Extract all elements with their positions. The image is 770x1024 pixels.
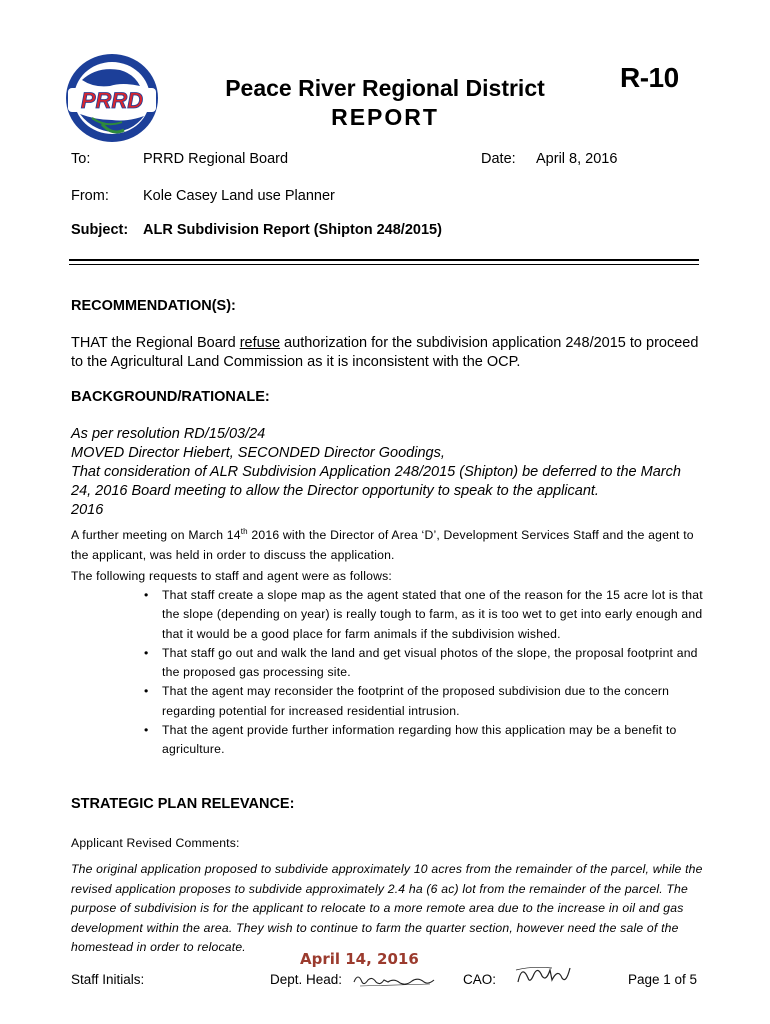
report-heading: REPORT (331, 104, 439, 130)
recommendation-text: THAT the Regional Board refuse authorization for the subdivision application 248/2015 to proceed to the Agricultural Land Commission as it is inconsistent with the OCP. (71, 335, 699, 370)
prrd-logo (62, 52, 162, 144)
resolution-block (71, 425, 691, 520)
subject-value: ALR Subdivision Report (Shipton 248/2015) (143, 222, 442, 238)
dept-head-signature (350, 968, 438, 990)
dept-head-label: Dept. Head: (270, 972, 343, 987)
meeting-paragraph: A further meeting on March 14th 2016 with the Director of Area ‘D’, Development Services Staff and the agent to the applicant, was held in order to discuss the application. (71, 527, 694, 562)
revised-text: The original application proposed to subdivide approximately 10 acres from the remainder of the parcel, while the revised application proposes to subdivide approximately 2.4 ha (6 ac) lot from the remainder of the parcel. The purpose of subdivision is for the applicant to relocate to a more remote area due to the increase in oil and gas development within the area. They wish to continue to farm the quarter section, however need the sale of the homestead in order to relocate. (71, 862, 703, 954)
date-label: Date: (481, 151, 516, 167)
list-item: • That the agent provide further information regarding how this application may be a benefit to agriculture. (146, 721, 706, 760)
list-item: • That staff go out and walk the land and get visual photos of the slope, the proposal footprint and the proposed gas processing site. (146, 644, 706, 683)
staff-initials-label: Staff Initials: (71, 972, 145, 987)
from-label: From: (71, 188, 109, 204)
cao-signature (512, 960, 574, 988)
subject-label: Subject: (71, 222, 129, 238)
header-divider-thin (69, 264, 699, 265)
resolution-text: That consideration of ALR Subdivision Application 248/2015 (Shipton) be deferred to the March 24, 2016 Board meeting to allow the Director opportunity to speak to the applicant. (71, 464, 681, 499)
logo-text: PRRD (80, 88, 144, 113)
to-value: PRRD Regional Board (143, 151, 289, 167)
strategic-heading: STRATEGIC PLAN RELEVANCE: (71, 796, 295, 812)
refuse-word: refuse (239, 335, 281, 351)
report-number: R-10 (620, 62, 679, 93)
resolution-year: 2016 (71, 502, 104, 518)
list-item: • That the agent may reconsider the footprint of the proposed subdivision due to the concern regarding potential for increased residential intrusion. (146, 682, 706, 721)
district-name: Peace River Regional District (225, 75, 545, 101)
requests-intro: The following requests to staff and agent were as follows: (71, 569, 392, 583)
recommendation-heading: RECOMMENDATION(S): (71, 298, 236, 314)
report-title (150, 74, 620, 132)
revised-label: Applicant Revised Comments: (71, 836, 240, 850)
date-value: April 8, 2016 (536, 151, 618, 167)
received-date-stamp: April 14, 2016 (300, 950, 419, 968)
background-heading: BACKGROUND/RATIONALE: (71, 389, 270, 405)
from-value: Kole Casey Land use Planner (143, 188, 335, 204)
header-divider (69, 259, 699, 261)
resolution-moved: MOVED Director Hiebert, SECONDED Director Goodings, (71, 445, 445, 461)
list-item: • That staff create a slope map as the agent stated that one of the reason for the 15 acre lot is that the slope (depending on year) is really tough to farm, as it is too wet to get into early enough and that it would be a good place for farm animals if the subdivision wished. (146, 586, 706, 644)
cao-label: CAO: (463, 972, 497, 987)
requests-list (146, 586, 706, 760)
page-number: Page 1 of 5 (628, 972, 698, 987)
resolution-number: As per resolution RD/15/03/24 (71, 426, 266, 442)
to-label: To: (71, 151, 91, 167)
